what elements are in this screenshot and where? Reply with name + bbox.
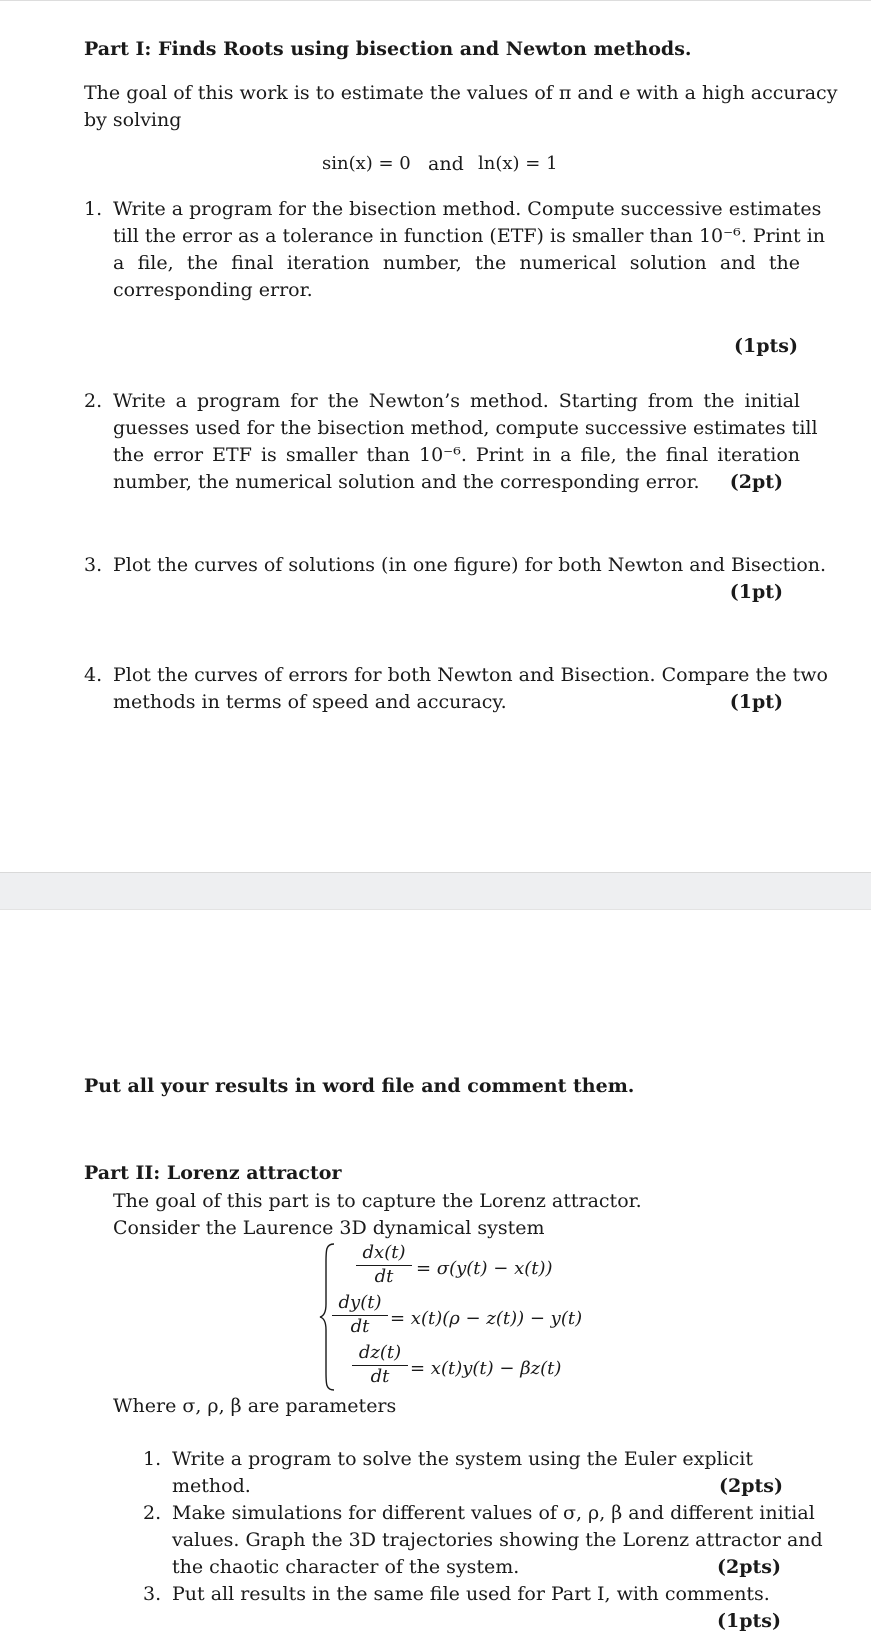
p2-item-1-line-1: Write a program to solve the system using the Euler explicit <box>172 1448 753 1470</box>
p1-item-2-line-1: Write a program for the Newton’s method. Starting from the initial <box>113 390 800 412</box>
part2-intro-line2: Consider the Laurence 3D dynamical system <box>113 1217 545 1239</box>
eq3-rhs: = x(t)y(t) − βz(t) <box>410 1358 562 1379</box>
params-line: Where σ, ρ, β are parameters <box>113 1395 397 1417</box>
eq1-derivative <box>356 1242 412 1288</box>
results-note: Put all your results in word file and comment them. <box>84 1075 635 1097</box>
p2-item-2-number: 2. <box>143 1502 162 1524</box>
p1-item-1-line-3: a file, the final iteration number, the numerical solution and the <box>113 252 800 274</box>
top-border <box>0 0 871 1</box>
p2-item-3-line-1: Put all results in the same file used for Part I, with comments. <box>172 1583 770 1605</box>
eq3-numerator: dz(t) <box>352 1342 408 1366</box>
part2-title: Part II: Lorenz attractor <box>84 1162 342 1184</box>
p1-item-1-line-4: corresponding error. <box>113 279 313 301</box>
equation-and: and <box>428 153 464 175</box>
p1-item-2-line-2: guesses used for the bisection method, compute successive estimates till <box>113 417 818 439</box>
p2-item-2-line-2: values. Graph the 3D trajectories showing the Lorenz attractor and <box>172 1529 823 1551</box>
p2-item-1-number: 1. <box>143 1448 162 1470</box>
p2-item-1-points: (2pts) <box>719 1475 783 1497</box>
eq2-derivative <box>332 1292 388 1338</box>
p2-item-2-points: (2pts) <box>717 1556 781 1578</box>
p2-item-2-line-1: Make simulations for different values of σ, ρ, β and different initial <box>172 1502 815 1524</box>
eq3-derivative <box>352 1342 408 1388</box>
p1-item-1-line-2: till the error as a tolerance in function (ETF) is smaller than 10⁻⁶. Print in <box>113 225 826 247</box>
p2-item-2-line-3: the chaotic character of the system. <box>172 1556 520 1578</box>
p1-item-4-number: 4. <box>84 664 103 686</box>
p1-item-2-line-3: the error ETF is smaller than 10⁻⁶. Print in a file, the final iteration <box>113 444 800 466</box>
p1-item-3-line-1: Plot the curves of solutions (in one figure) for both Newton and Bisection. <box>113 554 827 576</box>
p1-item-2-points: (2pt) <box>729 471 783 493</box>
equation-ln <box>478 153 558 174</box>
p2-item-1-line-2: method. <box>172 1475 251 1497</box>
p1-item-4-line-2: methods in terms of speed and accuracy. <box>113 691 507 713</box>
equation-sin-text: sin(x) = 0 <box>322 153 411 174</box>
p1-item-2-number: 2. <box>84 390 103 412</box>
p1-item-1-points: (1pts) <box>734 335 798 357</box>
p2-item-3-number: 3. <box>143 1583 162 1605</box>
eq2-denominator: dt <box>350 1316 370 1337</box>
equation-sin <box>322 153 411 174</box>
part1-intro-line2: by solving <box>84 109 182 131</box>
p1-item-1-line-1: Write a program for the bisection method. Compute successive estimates <box>113 198 822 220</box>
part1-title: Part I: Finds Roots using bisection and Newton methods. <box>84 38 692 60</box>
eq2-rhs: = x(t)(ρ − z(t)) − y(t) <box>390 1308 583 1329</box>
equation-ln-text: ln(x) = 1 <box>478 153 558 174</box>
p2-item-3-points: (1pts) <box>717 1610 781 1632</box>
eq2-numerator: dy(t) <box>332 1292 388 1316</box>
p1-item-3-number: 3. <box>84 554 103 576</box>
part2-intro-line1: The goal of this part is to capture the Lorenz attractor. <box>113 1190 642 1212</box>
eq3-denominator: dt <box>370 1366 390 1387</box>
p1-item-2-line-4: number, the numerical solution and the corresponding error. <box>113 471 700 493</box>
p1-item-4-line-1: Plot the curves of errors for both Newton and Bisection. Compare the two <box>113 664 828 686</box>
p1-item-1-number: 1. <box>84 198 103 220</box>
eq1-denominator: dt <box>374 1266 394 1287</box>
p1-item-3-points: (1pt) <box>729 581 783 603</box>
page-separator <box>0 872 871 910</box>
eq1-numerator: dx(t) <box>356 1242 412 1266</box>
eq1-rhs: = σ(y(t) − x(t)) <box>416 1258 553 1279</box>
p1-item-4-points: (1pt) <box>729 691 783 713</box>
part1-intro-line1: The goal of this work is to estimate the values of π and e with a high accuracy <box>84 82 838 104</box>
